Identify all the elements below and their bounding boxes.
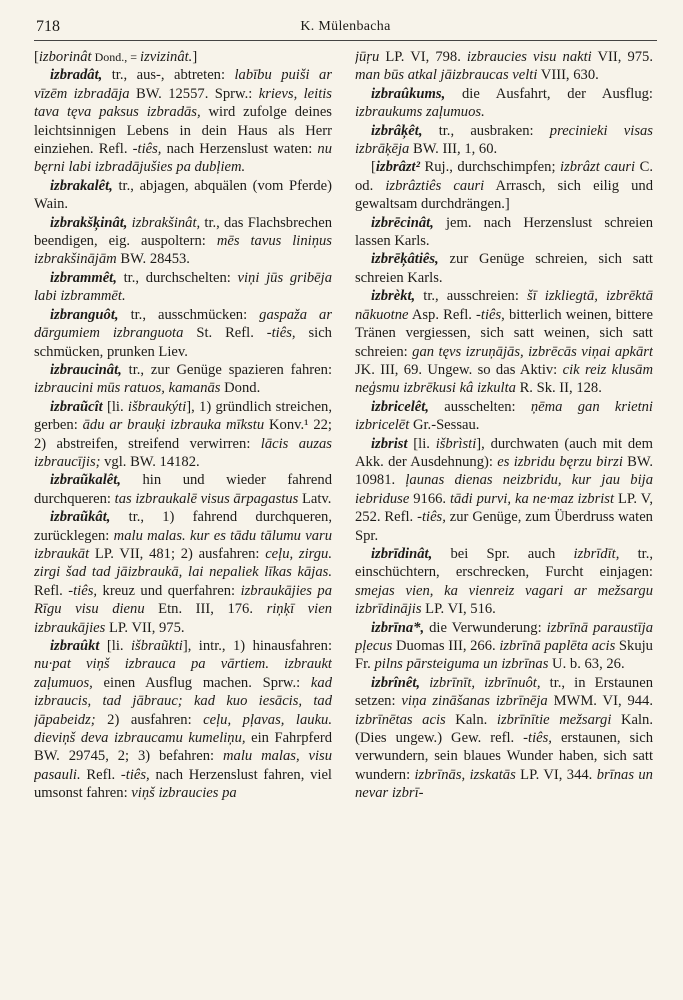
entry-text: VIII, 630. <box>537 67 599 84</box>
entry-text: tr., einschüchtern, erschrecken, Furcht einjagen: <box>355 545 653 581</box>
italic-text: krievs, leitis tava tęva paksus izbradās, <box>34 85 332 121</box>
entry-text: tr., 1) fahrend durchqueren, zurücklegen: <box>34 509 332 544</box>
italic-text: izbraucini mūs ratuos, kamanās <box>34 380 221 397</box>
entry-text: 9166. <box>409 490 450 507</box>
entry-text: Dond., = <box>91 50 141 64</box>
italic-text: gaspaža ar dārgumiem izbranguota <box>34 306 332 342</box>
dictionary-entry <box>34 471 332 508</box>
entry-text: LP. VI, 516. <box>421 601 496 618</box>
dictionary-entry <box>34 177 332 214</box>
entry-text: bei Spr. auch <box>432 545 574 562</box>
entry-text: VII, 975. <box>591 49 653 65</box>
italic-text: šī izkliegtā, izbrēktā nākuotne <box>355 288 653 323</box>
italic-text: izbrīnīt, izbrīnuôt, <box>429 674 541 691</box>
italic-text: nu bęrni labi izbradājušies pa dubļiem. <box>34 141 332 176</box>
headword: izbraûkums, <box>371 85 446 102</box>
dictionary-entry <box>34 269 332 306</box>
entry-text: bitterlich weinen, bittere Tränen vergiessen, sich satt weinen, sich satt schreien: <box>355 306 653 360</box>
italic-text: viņi jūs gribēja labi izbrammēt. <box>34 269 332 305</box>
italic-text: ļaunas dienas neizbridu, kur jau bija iebriduse <box>355 472 653 507</box>
entry-text: tr., abjagen, abquälen (vom Pferde) Wain. <box>34 177 332 213</box>
entry-text: Refl. <box>80 766 121 783</box>
dictionary-entry <box>355 398 653 435</box>
italic-text: izborinât <box>38 49 92 65</box>
italic-text: izvizinât. <box>140 49 193 65</box>
dictionary-entry <box>355 250 653 287</box>
headword: izbrammêt, <box>50 269 117 286</box>
headword: izbrakšķinât, <box>50 214 128 231</box>
entry-text: Duomas III, 266. <box>392 638 500 654</box>
italic-text: -tiês, <box>476 306 505 323</box>
entry-text: tr., ausschreien: <box>415 288 527 305</box>
headword: izbranguôt, <box>50 306 119 323</box>
entry-text: Latv. <box>298 490 332 507</box>
entry-text: Kaln. <box>445 711 497 728</box>
italic-text: izbrīnā paraustīja pļecus <box>355 619 653 654</box>
entry-text: BW. 12557. Sprw.: <box>129 85 259 102</box>
italic-text: -tiês, <box>266 325 296 342</box>
entry-text: [ <box>34 49 39 65</box>
italic-text: precinieki visas izbrāķēja <box>355 122 653 158</box>
entry-text: tr., durchschelten: <box>116 269 238 286</box>
italic-text: izbrīnītie mežsargi <box>496 711 612 728</box>
entry-text: Kaln. (Dies ungew.) Gew. refl. <box>355 711 653 747</box>
dictionary-entry <box>34 508 332 637</box>
italic-text: izbrīdīt, <box>573 545 620 562</box>
entry-text: R. Sk. II, 128. <box>515 380 602 397</box>
entry-text: die Ausfahrt, der Ausflug: <box>445 85 653 102</box>
italic-text: izbrakšinât, <box>131 214 201 231</box>
headword: izbrēķâtiês, <box>371 251 439 268</box>
italic-text: mēs tavus liniņus izbrakšinājām <box>34 233 332 268</box>
entry-text: C. od. <box>355 159 653 194</box>
headword: izbrâķêt, <box>371 122 423 139</box>
dictionary-entry <box>355 48 653 85</box>
entry-text: [ <box>371 159 376 176</box>
entry-text: Konv.¹ 22; 2) abstreifen, streifend verwirren: <box>34 417 332 452</box>
italic-text: išbrìsti <box>435 435 477 452</box>
entry-text: vgl. BW. 14182. <box>100 453 200 470</box>
dictionary-entry <box>34 48 332 66</box>
entry-text: MWM. VI, 944. <box>547 693 653 710</box>
entry-text: erstaunen, sich verwundern, sein blaues Wunder haben, sich satt wundern: <box>355 730 653 783</box>
dictionary-entry <box>34 66 332 176</box>
italic-text: pilns pārsteiguma un izbrīnas <box>374 656 549 673</box>
headword: izbrâzt² <box>375 159 420 176</box>
headword: izbrīna*, <box>371 619 425 636</box>
dictionary-entry <box>355 619 653 674</box>
entry-text: die Verwunderung: <box>424 619 547 636</box>
headword: izbrīdinât, <box>371 545 433 562</box>
italic-text: -tiês, <box>417 509 446 526</box>
italic-text: izbrīnētas acis <box>355 711 446 728</box>
italic-text: ceļu, pļavas, lauku. dieviņš deva izbraucamu kumeliņu, <box>34 711 332 747</box>
entry-text: 2) ausfahren: <box>95 711 204 728</box>
entry-text: einen Ausflug machen. Sprw.: <box>92 674 311 691</box>
headword: izbricelêt, <box>371 398 429 415</box>
entry-text: ein Fahrpferd BW. 29745, 2; 3) befahren: <box>34 730 332 765</box>
italic-text: -tiês, <box>132 141 162 158</box>
dictionary-entry <box>34 637 332 803</box>
italic-text: labību puiši ar vīzēm izbradāja <box>34 67 332 102</box>
dictionary-entry <box>34 361 332 398</box>
dictionary-entry <box>355 158 653 213</box>
italic-text: cik reiz klusām neģsmu izbrēkusi kâ izkulta <box>355 361 653 397</box>
italic-text: ceļu, zirgu. zirgi šad tad jāizbraukā, lai nepaliek līkas kājas. <box>34 545 332 581</box>
entry-text: ausschelten: <box>428 398 531 415</box>
dictionary-entry <box>34 214 332 269</box>
dictionary-entry <box>355 545 653 619</box>
entry-text: Gr.-Sessau. <box>409 417 480 434</box>
entry-text: zur Genüge schreien, sich satt schreien Karls. <box>355 251 653 286</box>
dictionary-entry <box>34 398 332 472</box>
dictionary-entry <box>34 306 332 361</box>
entry-text: tr., das Flachsbrechen beendigen, eig. auspoltern: <box>34 214 332 250</box>
headword: izbrakalêt, <box>50 177 113 194</box>
entry-text: nach Herzenslust waten: <box>161 141 318 158</box>
headword: izbrînêt, <box>371 674 421 691</box>
entry-text: U. b. 63, 26. <box>548 656 625 673</box>
italic-text: es izbridu bęrzu birzi <box>497 453 623 470</box>
headword: izbraucinât, <box>50 361 122 378</box>
entry-text: nach Herzenslust fahren, viel umsonst fahren: <box>34 766 332 802</box>
left-column <box>34 48 332 992</box>
entry-text: ], durchwaten (auch mit dem Akk. der Ausdehnung): <box>355 435 653 470</box>
entry-text: BW. 10981. <box>355 453 653 489</box>
entry-text: Ruj., durchschimpfen; <box>420 159 561 176</box>
italic-text: viņa zināšanas izbrīnēja <box>401 693 548 710</box>
italic-text: izbrâzt cauri <box>560 159 636 176</box>
entry-text: Skuju Fr. <box>355 638 653 673</box>
italic-text: kad izbraucis, tad jābrauc; kad kuo iesācis, tad jāpabeidz; <box>34 674 332 728</box>
entry-text: BW. 28453. <box>116 251 190 268</box>
entry-text: ], 1) gründlich streichen, gerben: <box>34 398 332 434</box>
italic-text: izbrâztiês cauri <box>385 177 485 194</box>
dictionary-entry <box>355 435 653 545</box>
italic-text: izbraucies visu nakti <box>466 49 592 65</box>
italic-text: brīnas un nevar izbrī- <box>355 766 653 802</box>
headword: izbrist <box>371 435 408 452</box>
entry-text: jem. nach Herzenslust schreien lassen Karls. <box>355 214 653 250</box>
entry-text: tr., in Erstaunen setzen: <box>355 674 653 710</box>
dictionary-entry <box>355 287 653 397</box>
entry-text: LP. V, 252. Refl. <box>355 490 653 526</box>
page-header <box>34 18 657 41</box>
entry-text: LP. VI, 344. <box>515 766 597 783</box>
entry-text: tr., zur Genüge spazieren fahren: <box>121 361 332 378</box>
italic-text: smejas vien, ka vienreiz vagari ar mežsargu izbrīdinājis <box>355 582 653 618</box>
entry-text: [li. <box>99 638 131 654</box>
headword: izbraũkât, <box>50 509 111 526</box>
italic-text: viņš izbraucies pa <box>131 785 237 802</box>
entry-text: hin und wieder fahrend durchqueren: <box>34 472 332 507</box>
dictionary-entry <box>355 122 653 159</box>
entry-text: sich schmücken, prunken Liev. <box>34 325 332 360</box>
headword: izbraũkalêt, <box>50 472 121 489</box>
dictionary-entry <box>355 214 653 251</box>
entry-text: Etn. III, 176. <box>144 601 267 618</box>
entry-text: JK. III, 69. Ungew. so das Aktiv: <box>355 361 563 378</box>
entry-text: St. Refl. <box>183 325 267 342</box>
entry-text: Dond. <box>220 380 261 397</box>
entry-text: LP. VII, 481; 2) ausfahren: <box>89 545 266 562</box>
entry-text: Refl. <box>34 582 69 599</box>
entry-text: kreuz und querfahren: <box>97 582 241 599</box>
italic-text: tas izbraukalē visus ārpagastus <box>114 490 299 507</box>
entry-text: [li. <box>407 435 436 452</box>
right-column <box>355 48 653 992</box>
italic-text: nu·pat viņš izbrauca pa vārtiem. izbraukt zaļumuos, <box>34 656 332 691</box>
headword: izbradât, <box>50 67 103 84</box>
entry-text: tr., aus-, abtreten: <box>102 67 235 84</box>
italic-text: jūŗu <box>355 49 380 65</box>
italic-text: malu malas, visu pasauli. <box>34 748 332 783</box>
headword: izbrēcinât, <box>371 214 434 231</box>
italic-text: išbraũkti <box>130 638 183 654</box>
italic-text: ņēma gan krietni izbricelēt <box>355 398 653 434</box>
headword: izbraûkt <box>50 638 100 654</box>
entry-text: tr., ausschmücken: <box>118 306 260 323</box>
italic-text: izbraukājies pa Rīgu visu dienu <box>34 582 332 618</box>
italic-text: -tiês, <box>523 730 552 747</box>
italic-text: išbraukýti <box>127 398 187 415</box>
italic-text: izbraukums zaļumuos. <box>355 104 485 121</box>
dictionary-entry <box>355 674 653 803</box>
italic-text: man būs atkal jāizbraucas velti <box>355 67 538 84</box>
entry-text: BW. III, 1, 60. <box>409 141 498 158</box>
italic-text: -tiês, <box>68 582 98 599</box>
italic-text: tādi purvi, ka ne·maz izbrist <box>450 490 615 507</box>
dictionary-entry <box>355 85 653 122</box>
italic-text: malu malas. kur es tādu tālumu varu izbraukāt <box>34 527 332 562</box>
entry-text: ] <box>192 49 198 65</box>
entry-text: Arrasch, sich eilig und gewaltsam durchdrängen.] <box>355 177 653 213</box>
headword: izbraũcît <box>50 398 103 415</box>
running-head: K. Mülenbacha <box>300 19 391 34</box>
entry-text: Asp. Refl. <box>408 306 477 323</box>
italic-text: riņķī vien izbraukājies <box>34 601 332 636</box>
entry-text: [li. <box>102 398 128 415</box>
entry-text: zur Genüge, zum Überdruss waten Spr. <box>355 509 653 544</box>
headword: izbrèkt, <box>371 288 416 305</box>
entry-text: LP. VII, 975. <box>105 619 185 636</box>
entry-text: LP. VI, 798. <box>379 49 467 65</box>
italic-text: izbrīnās, izskatās <box>414 766 516 783</box>
italic-text: lācis auzas izbraucījis; <box>34 435 332 470</box>
italic-text: izbrīnā paplēta acis <box>499 638 616 654</box>
page-number: 718 <box>36 18 60 35</box>
entry-text: tr., ausbraken: <box>422 122 550 139</box>
entry-text: ], intr., 1) hinausfahren: <box>182 638 332 654</box>
italic-text: gan tęvs izruņājās, izbrēcās viņai apkārt <box>412 343 653 360</box>
entry-text <box>420 675 429 691</box>
italic-text: ādu ar brauķi izbrauka mīkstu <box>82 417 265 434</box>
entry-text: wird zufolge deines leichtsinnigen Lebens in dein Haus als Herr einziehen. Refl. <box>34 104 332 158</box>
italic-text: -tiês, <box>120 766 150 783</box>
